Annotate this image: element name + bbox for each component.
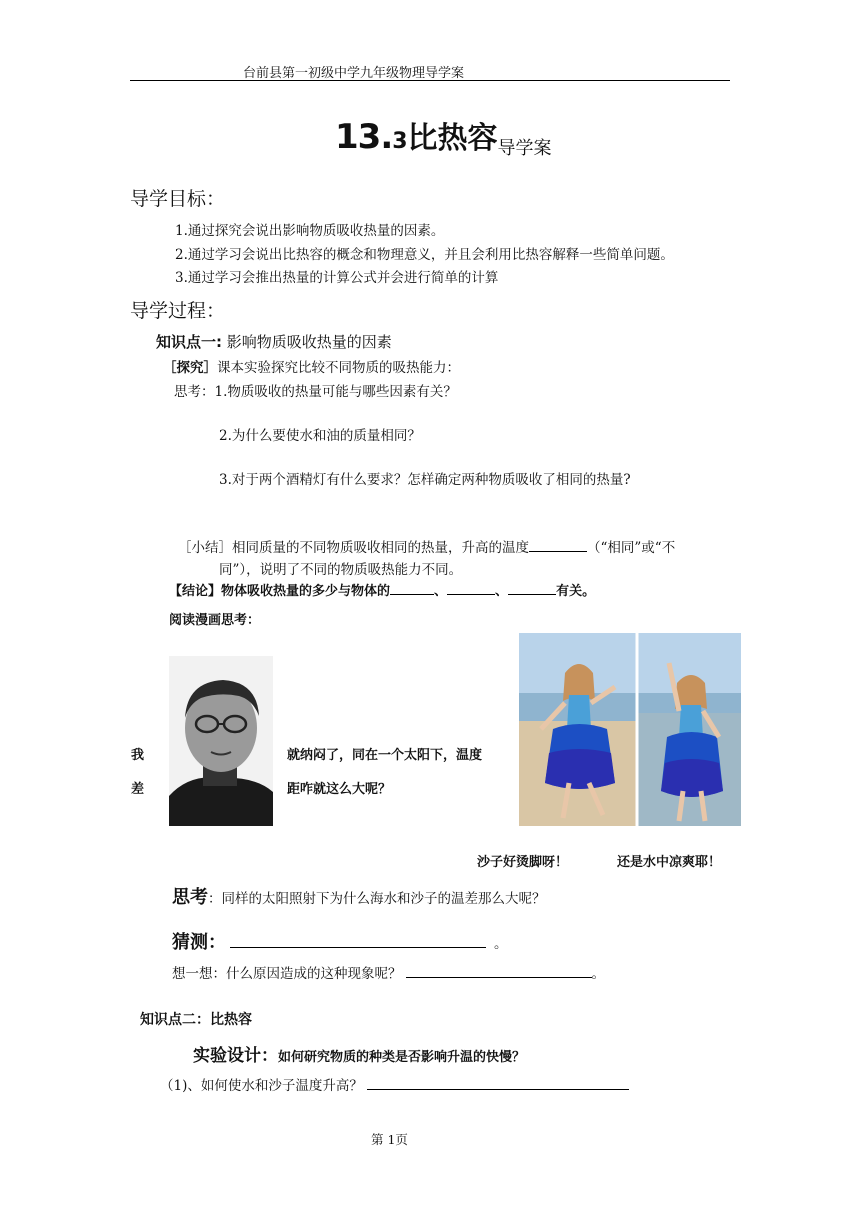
explore-text: 课本实验探究比较不同物质的吸热能力：	[217, 360, 460, 376]
goal-item-3: 3.通过学习会推出热量的计算公式并会进行简单的计算	[175, 270, 499, 286]
think2-label: 思考	[172, 887, 208, 908]
explore-line	[163, 356, 460, 376]
explore-label: ［探究］	[163, 360, 217, 376]
comic-label: 阅读漫画思考：	[169, 613, 261, 628]
think-label: 思考：	[174, 384, 215, 400]
page-header: 台前县第一初级中学九年级物理导学案	[243, 66, 465, 81]
kp1-title-line	[156, 331, 392, 352]
goals-heading: 导学目标：	[130, 188, 226, 210]
conclusion-blank-2[interactable]	[447, 580, 495, 595]
think2-text: ：同样的太阳照射下为什么海水和沙子的温差那么大呢？	[208, 891, 546, 907]
title-number: 13.	[335, 117, 393, 157]
kp2-title: 知识点二：比热容	[140, 1012, 252, 1028]
comic-caption-1: 沙子好烫脚呀！	[477, 855, 569, 870]
header-rule	[130, 80, 730, 81]
question-1: 1.物质吸收的热量可能与哪些因素有关？	[214, 384, 457, 400]
kp2-q1: （1)、如何使水和沙子温度升高？	[160, 1078, 363, 1094]
page-number: 第 1页	[371, 1132, 408, 1147]
kp1-title: 影响物质吸收热量的因素	[226, 333, 392, 351]
page-title	[335, 113, 552, 157]
ponder-blank[interactable]	[406, 963, 592, 978]
conclusion-end: 有关。	[556, 584, 596, 599]
design-label: 实验设计：	[193, 1046, 278, 1066]
man-portrait-image	[169, 656, 273, 826]
think2-line	[172, 883, 546, 909]
process-heading: 导学过程：	[130, 300, 226, 322]
conclusion-blank-1[interactable]	[390, 580, 434, 595]
kp2-q1-blank[interactable]	[367, 1075, 629, 1090]
think-q1-line	[174, 380, 457, 400]
question-3: 3.对于两个酒精灯有什么要求？怎样确定两种物质吸收了相同的热量?	[219, 472, 631, 488]
comic-speech-line-1: 就纳闷了，同在一个太阳下，温度	[287, 748, 483, 763]
question-2: 2.为什么要使水和油的质量相同？	[219, 428, 421, 444]
guess-line	[172, 928, 508, 954]
summary-line-1	[178, 536, 675, 556]
guess-label: 猜测：	[172, 932, 226, 953]
conclusion-label: 【结论】	[169, 584, 222, 599]
design-text: 如何研究物质的种类是否影响升温的快慢？	[278, 1050, 526, 1065]
conclusion-text: 物体吸收热量的多少与物体的	[221, 584, 391, 599]
goal-item-1: 1.通过探究会说出影响物质吸收热量的因素。	[175, 223, 445, 239]
ponder-text: 想一想：什么原因造成的这种现象呢？	[172, 966, 402, 982]
goal-item-2: 2.通过学习会说出比热容的概念和物理意义，并且会利用比热容解释一些简单问题。	[175, 247, 674, 263]
comic-caption-2: 还是水中凉爽耶！	[617, 855, 722, 870]
conclusion-sep-1: 、	[434, 584, 448, 599]
guess-blank[interactable]	[230, 933, 486, 948]
kp1-label: 知识点一:	[156, 333, 222, 351]
ponder-line	[172, 962, 605, 982]
guess-end: 。	[494, 936, 508, 952]
conclusion-blank-3[interactable]	[508, 580, 556, 595]
ponder-end: 。	[591, 966, 605, 982]
comic-speech-line-2: 距咋就这么大呢？	[287, 782, 392, 797]
conclusion-line	[169, 580, 595, 599]
conclusion-sep-2: 、	[495, 584, 509, 599]
summary-text-1: 相同质量的不同物质吸收相同的热量，升高的温度	[232, 540, 529, 556]
summary-blank[interactable]	[529, 537, 587, 552]
title-suffix: 导学案	[497, 138, 552, 159]
title-number-2: 3	[392, 129, 408, 154]
summary-text-1-end: （“相同”或“不	[587, 540, 676, 556]
kp2-q1-line	[160, 1074, 629, 1094]
comic-left-char-2: 差	[131, 782, 145, 797]
summary-label: ［小结］	[178, 540, 232, 556]
title-main: 比热容	[407, 121, 498, 156]
beach-girls-image	[519, 633, 741, 826]
comic-left-char-1: 我	[131, 748, 145, 763]
design-line	[193, 1041, 525, 1066]
summary-line-2: 同”），说明了不同的物质吸热能力不同。	[219, 562, 463, 578]
